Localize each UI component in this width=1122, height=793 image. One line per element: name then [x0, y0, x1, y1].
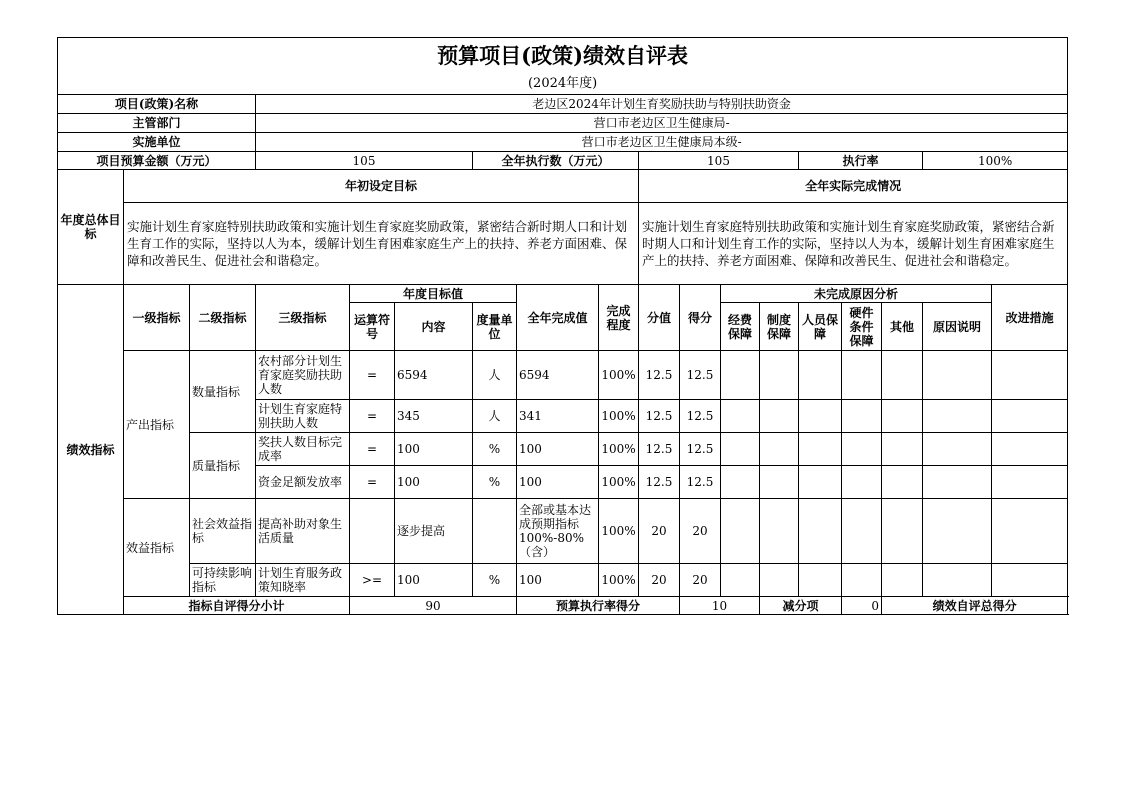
evaluation-table: [57, 37, 1068, 615]
empty-cell: [842, 466, 882, 499]
row-pct: 100%: [599, 499, 639, 564]
actual-header: 全年实际完成情况: [639, 170, 1068, 203]
subtotal-label: 指标自评得分小计: [124, 597, 350, 615]
row-score: 12.5: [680, 351, 721, 400]
row-op: =: [350, 433, 395, 466]
row-val: 12.5: [639, 466, 680, 499]
empty-cell: [992, 400, 1068, 433]
row-op: =: [350, 400, 395, 433]
row-op: =: [350, 466, 395, 499]
row-score: 12.5: [680, 466, 721, 499]
empty-cell: [721, 564, 760, 597]
total-label: 绩效自评总得分: [882, 597, 1068, 615]
empty-cell: [842, 351, 882, 400]
rate-value: 100%: [923, 152, 1068, 170]
empty-cell: [923, 351, 992, 400]
dept-label: 主管部门: [58, 114, 256, 133]
row-content: 100: [395, 466, 473, 499]
goal-text: 实施计划生育家庭特别扶助政策和实施计划生育家庭奖励政策，紧密结合新时期人口和计划生育工作的实际，坚持以人为本，缓解计划生育困难家庭生产上的扶持、养老方面困难、保障和改善民生、促进社会和谐稳定。: [124, 203, 639, 285]
reason-system-header: 制度保障: [760, 303, 799, 351]
reason-fund-header: 经费保障: [721, 303, 760, 351]
completion-header: 完成程度: [599, 285, 639, 351]
exec-value: 105: [639, 152, 799, 170]
row-op: >=: [350, 564, 395, 597]
reason-desc-header: 原因说明: [923, 303, 992, 351]
empty-cell: [882, 433, 923, 466]
row-pct: 100%: [599, 433, 639, 466]
reason-analysis-header: 未完成原因分析: [721, 285, 992, 303]
empty-cell: [799, 499, 842, 564]
empty-cell: [923, 564, 992, 597]
score-val-header: 分值: [639, 285, 680, 351]
empty-cell: [799, 400, 842, 433]
row-val: 12.5: [639, 400, 680, 433]
row-name: 奖扶人数目标完成率: [256, 433, 350, 466]
group-social: 社会效益指标: [190, 499, 256, 564]
exec-score-label: 预算执行率得分: [517, 597, 680, 615]
row-name: 提高补助对象生活质量: [256, 499, 350, 564]
impl-label: 实施单位: [58, 133, 256, 152]
project-name-label: 项目(政策)名称: [58, 95, 256, 114]
empty-cell: [760, 499, 799, 564]
empty-cell: [882, 400, 923, 433]
table-row: [58, 433, 1068, 466]
evaluation-sheet: [57, 37, 1068, 615]
row-pct: 100%: [599, 564, 639, 597]
content-header: 内容: [395, 303, 473, 351]
row-actual: 100: [517, 466, 599, 499]
row-score: 20: [680, 564, 721, 597]
row-unit: %: [473, 564, 517, 597]
group-output: 产出指标: [124, 351, 190, 499]
group-quality: 质量指标: [190, 433, 256, 499]
empty-cell: [721, 499, 760, 564]
empty-cell: [992, 564, 1068, 597]
row-unit: %: [473, 433, 517, 466]
lvl3-header: 三级指标: [256, 285, 350, 351]
row-score: 12.5: [680, 400, 721, 433]
project-name-value: 老边区2024年计划生育奖励扶助与特别扶助资金: [256, 95, 1068, 114]
unit-header: 度量单位: [473, 303, 517, 351]
row-unit: %: [473, 466, 517, 499]
budget-label: 项目预算金额（万元）: [58, 152, 256, 170]
empty-cell: [923, 400, 992, 433]
row-score: 20: [680, 499, 721, 564]
empty-cell: [882, 466, 923, 499]
row-val: 12.5: [639, 351, 680, 400]
empty-cell: [882, 564, 923, 597]
empty-cell: [882, 499, 923, 564]
row-actual: 341: [517, 400, 599, 433]
annual-goal-label: 年度总体目标: [58, 170, 124, 285]
table-row: [58, 564, 1068, 597]
page-title: 预算项目(政策)绩效自评表: [58, 38, 1068, 75]
empty-cell: [992, 499, 1068, 564]
reason-staff-header: 人员保障: [799, 303, 842, 351]
lvl1-header: 一级指标: [124, 285, 190, 351]
row-pct: 100%: [599, 400, 639, 433]
rate-label: 执行率: [799, 152, 923, 170]
empty-cell: [721, 400, 760, 433]
empty-cell: [842, 433, 882, 466]
reason-hw-header: 硬件条件保障: [842, 303, 882, 351]
impl-value: 营口市老边区卫生健康局本级-: [256, 133, 1068, 152]
group-benefit: 效益指标: [124, 499, 190, 597]
row-content: 逐步提高: [395, 499, 473, 564]
empty-cell: [721, 433, 760, 466]
row-unit: 人: [473, 400, 517, 433]
op-header: 运算符号: [350, 303, 395, 351]
improve-header: 改进措施: [992, 285, 1068, 351]
row-name: 计划生育家庭特别扶助人数: [256, 400, 350, 433]
budget-value: 105: [256, 152, 473, 170]
empty-cell: [923, 499, 992, 564]
table-row: [58, 351, 1068, 400]
empty-cell: [842, 499, 882, 564]
row-name: 计划生育服务政策知晓率: [256, 564, 350, 597]
empty-cell: [923, 433, 992, 466]
row-score: 12.5: [680, 433, 721, 466]
annual-target-header: 年度目标值: [350, 285, 517, 303]
row-content: 100: [395, 433, 473, 466]
row-pct: 100%: [599, 351, 639, 400]
row-name: 农村部分计划生育家庭奖励扶助人数: [256, 351, 350, 400]
deduct-label: 减分项: [760, 597, 842, 615]
row-actual: 全部或基本达成预期指标100%-80%（含）: [517, 499, 599, 564]
lvl2-header: 二级指标: [190, 285, 256, 351]
exec-score-value: 10: [680, 597, 760, 615]
group-sustain: 可持续影响指标: [190, 564, 256, 597]
reason-other-header: 其他: [882, 303, 923, 351]
empty-cell: [760, 351, 799, 400]
actual-text: 实施计划生育家庭特别扶助政策和实施计划生育家庭奖励政策，紧密结合新时期人口和计划生育工作的实际，坚持以人为本，缓解计划生育困难家庭生产上的扶持、养老方面困难、保障和改善民生、促进社会和谐稳定。: [639, 203, 1068, 285]
empty-cell: [992, 466, 1068, 499]
empty-cell: [760, 400, 799, 433]
deduct-value: 0: [842, 597, 882, 615]
empty-cell: [760, 564, 799, 597]
empty-cell: [882, 351, 923, 400]
empty-cell: [721, 351, 760, 400]
initial-goal-header: 年初设定目标: [124, 170, 639, 203]
group-quantity: 数量指标: [190, 351, 256, 433]
empty-cell: [799, 433, 842, 466]
row-content: 100: [395, 564, 473, 597]
row-content: 345: [395, 400, 473, 433]
score-header: 得分: [680, 285, 721, 351]
year-label: (2024年度): [58, 74, 1068, 95]
row-val: 12.5: [639, 433, 680, 466]
empty-cell: [992, 433, 1068, 466]
row-content: 6594: [395, 351, 473, 400]
empty-cell: [799, 351, 842, 400]
empty-cell: [842, 564, 882, 597]
row-actual: 6594: [517, 351, 599, 400]
row-val: 20: [639, 499, 680, 564]
perf-label: 绩效指标: [58, 285, 124, 615]
empty-cell: [760, 466, 799, 499]
empty-cell: [799, 466, 842, 499]
empty-cell: [992, 351, 1068, 400]
row-unit: 人: [473, 351, 517, 400]
table-row: [58, 499, 1068, 564]
row-op: =: [350, 351, 395, 400]
empty-cell: [923, 466, 992, 499]
empty-cell: [842, 400, 882, 433]
row-actual: 100: [517, 433, 599, 466]
row-actual: 100: [517, 564, 599, 597]
empty-cell: [721, 466, 760, 499]
row-unit: [473, 499, 517, 564]
row-name: 资金足额发放率: [256, 466, 350, 499]
row-pct: 100%: [599, 466, 639, 499]
exec-label: 全年执行数（万元）: [473, 152, 639, 170]
empty-cell: [799, 564, 842, 597]
row-op: [350, 499, 395, 564]
row-val: 20: [639, 564, 680, 597]
full-year-header: 全年完成值: [517, 285, 599, 351]
subtotal-value: 90: [350, 597, 517, 615]
empty-cell: [760, 433, 799, 466]
dept-value: 营口市老边区卫生健康局-: [256, 114, 1068, 133]
